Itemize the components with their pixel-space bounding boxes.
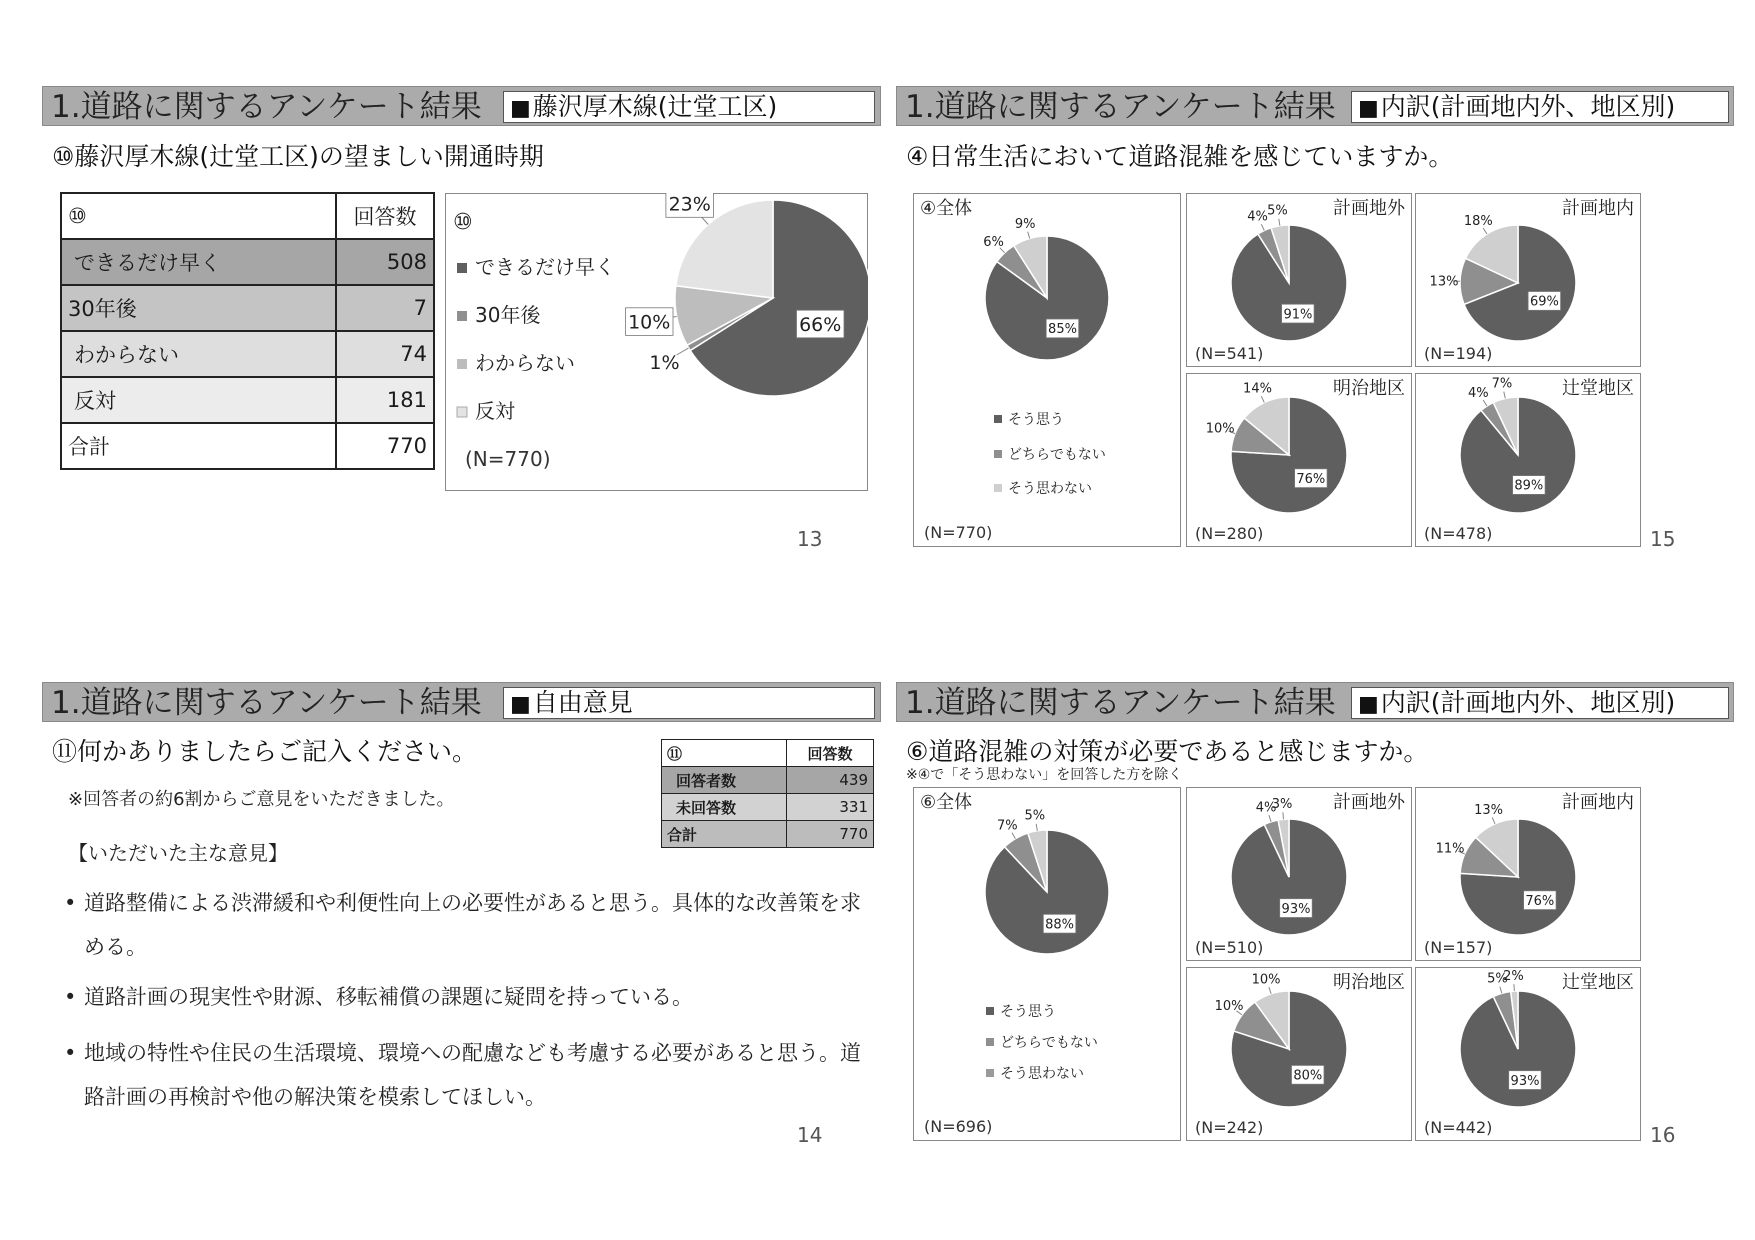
table-row: [61, 377, 434, 423]
bullet-dot: •: [64, 985, 77, 1009]
q4-out-chart-box: [1186, 193, 1412, 367]
chart-n: (N=194): [1424, 344, 1493, 363]
data-label: 2%: [1503, 968, 1524, 984]
table-cell-value: 181: [336, 377, 434, 423]
leader-line: [1279, 219, 1280, 226]
data-label: 5%: [1024, 808, 1046, 824]
leader-line: [1514, 984, 1515, 991]
page-number: 16: [1650, 1123, 1676, 1147]
chart-title: 計画地内: [1562, 792, 1634, 813]
slide13-header: [42, 86, 881, 126]
data-label: 93%: [1510, 1073, 1540, 1089]
slide15-subheading: 内訳(計画地内外、地区別): [1380, 92, 1676, 121]
data-label: 14%: [1243, 381, 1272, 397]
slide13-subheading-box: [503, 91, 875, 123]
data-label: 13%: [1474, 802, 1504, 818]
bullet-text: 道路整備による渋滞緩和や利便性向上の必要性があると思う。具体的な改善策を求める。: [84, 891, 861, 959]
bullet-text: 道路計画の現実性や財源、移転補償の課題に疑問を持っている。: [84, 985, 693, 1009]
q6-meiji-chart: [1187, 968, 1411, 1140]
q6-meiji-pie: [1215, 972, 1347, 1107]
chart-title: ⑥全体: [920, 792, 973, 813]
data-label: 10%: [628, 311, 671, 334]
leader-line: [1269, 987, 1271, 994]
data-label: 18%: [1463, 214, 1493, 230]
slide15-heading: 1.道路に関するアンケート結果: [905, 89, 1336, 125]
chart-title: 計画地内: [1562, 198, 1634, 219]
legend-label: そう思わない: [1000, 1066, 1084, 1082]
leader-line: [1504, 392, 1506, 399]
leader-line: [1492, 817, 1495, 824]
data-label: 66%: [799, 313, 842, 336]
q4-in-chart: [1416, 194, 1640, 366]
q4-out-chart: [1187, 194, 1411, 366]
table-header-cell: ⑩: [61, 193, 336, 239]
data-label: 10%: [1214, 999, 1244, 1015]
data-label: 5%: [1267, 203, 1288, 219]
legend-swatch: [457, 311, 467, 321]
table-cell-value: 74: [336, 331, 434, 377]
data-label: 9%: [1014, 216, 1036, 232]
data-label: 76%: [1296, 471, 1326, 487]
table-header-cell: ⑪: [662, 740, 787, 767]
chart-n: (N=770): [465, 447, 551, 471]
data-label: 7%: [996, 818, 1018, 834]
leader-line: [1261, 396, 1264, 402]
slide13-question: ⑩藤沢厚木線(辻堂工区)の望ましい開通時期: [52, 142, 544, 171]
data-label: 89%: [1514, 478, 1544, 494]
legend-label: そう思わない: [1008, 481, 1092, 497]
legend-swatch: [986, 1007, 994, 1015]
table-row: [662, 767, 874, 794]
q4-in-pie: [1430, 214, 1576, 341]
q6-tsuji-chart-box: [1415, 967, 1641, 1141]
opinions-title: 【いただいた主な意見】: [68, 841, 288, 865]
legend-swatch: [986, 1038, 994, 1046]
legend-label: そう思う: [1000, 1004, 1056, 1020]
q6-meiji-chart-box: [1186, 967, 1412, 1141]
table-cell-label: 回答者数: [662, 767, 787, 794]
data-label: 7%: [1491, 376, 1513, 392]
leader-line: [1012, 833, 1016, 839]
chart-n: (N=442): [1424, 1118, 1493, 1137]
table-row-total: [61, 423, 434, 469]
legend-label: できるだけ早く: [475, 255, 615, 279]
q10-pie-chart: [445, 193, 868, 491]
leader-line: [1261, 224, 1264, 230]
leader-line: [1500, 987, 1502, 994]
q4-all-pie: [983, 217, 1109, 360]
table-cell-label: 合計: [662, 821, 787, 848]
chart-title: 辻堂地区: [1562, 972, 1634, 993]
page-number: 14: [797, 1123, 823, 1147]
q6-tsuji-chart: [1416, 968, 1640, 1140]
q4-all-chart: [914, 194, 1180, 546]
table-cell-label: 30年後: [61, 285, 336, 331]
leader-line: [1028, 232, 1030, 239]
q6-all-pie: [985, 809, 1109, 954]
chart-n: (N=770): [924, 523, 993, 542]
chart-title: ④全体: [920, 198, 973, 219]
legend-swatch: [986, 1069, 994, 1077]
chart-title: 明治地区: [1333, 378, 1405, 399]
q4-meiji-chart-box: [1186, 373, 1412, 547]
chart-n: (N=510): [1195, 938, 1264, 957]
black-square-icon: ■: [510, 692, 531, 717]
leader-line: [1036, 824, 1037, 831]
table-cell-value: 7: [336, 285, 434, 331]
chart-title: 明治地区: [1333, 972, 1405, 993]
page-number: 13: [797, 527, 823, 551]
black-square-icon: ■: [1358, 692, 1379, 717]
leader-line: [1283, 812, 1284, 819]
legend-swatch: [994, 415, 1002, 423]
black-square-icon: ■: [1358, 96, 1379, 121]
data-label: 4%: [1247, 209, 1268, 225]
chart-n: (N=280): [1195, 524, 1264, 543]
data-label: 10%: [1205, 421, 1235, 437]
table-cell-label: 合計: [61, 423, 336, 469]
q4-legend: [994, 412, 1106, 497]
legend-label: そう思う: [1008, 412, 1064, 428]
table-header-row: [61, 193, 434, 239]
q4-all-chart-box: [913, 193, 1181, 547]
data-label: 5%: [1487, 971, 1508, 987]
legend-label: わからない: [475, 351, 575, 375]
slide13-heading: 1.道路に関するアンケート結果: [51, 89, 482, 125]
slide15-header: [896, 86, 1734, 126]
data-label: 4%: [1255, 800, 1277, 816]
legend-swatch: [457, 263, 467, 273]
opinion-bullet: [64, 1031, 864, 1119]
q4-tsuji-chart-box: [1415, 373, 1641, 547]
chart-n: (N=478): [1424, 524, 1493, 543]
q10-table: [60, 192, 435, 470]
table-cell-label: できるだけ早く: [61, 239, 336, 285]
q6-tsuji-pie: [1460, 969, 1576, 1107]
q6-in-chart: [1416, 788, 1640, 960]
table-row: [61, 285, 434, 331]
data-label: 69%: [1529, 294, 1559, 310]
slide16-question: ⑥道路混雑の対策が必要であると感じますか。: [906, 737, 1429, 766]
data-label: 85%: [1048, 322, 1077, 338]
data-label: 10%: [1251, 972, 1281, 988]
legend-label: どちらでもない: [1000, 1035, 1098, 1051]
chart-title: 計画地外: [1333, 792, 1405, 813]
table-cell-value: 439: [787, 767, 874, 794]
opinion-bullet: [64, 881, 864, 969]
data-label: 93%: [1281, 901, 1311, 917]
page-number: 15: [1650, 527, 1676, 551]
slide14-header: [42, 682, 881, 722]
legend-swatch: [457, 407, 467, 417]
table-row-total: [662, 821, 874, 848]
slide14-subheading: 自由意見: [532, 688, 633, 717]
slide16-subheading: 内訳(計画地内外、地区別): [1380, 688, 1676, 717]
q6-out-pie: [1231, 797, 1347, 935]
slide13-subheading: 藤沢厚木線(辻堂工区): [532, 92, 778, 121]
slide16-header: [896, 682, 1734, 722]
chart-marker: ⑩: [453, 210, 473, 235]
chart-title: 計画地外: [1333, 198, 1405, 219]
legend-swatch: [994, 484, 1002, 492]
table-row: [61, 331, 434, 377]
data-label: 3%: [1271, 797, 1293, 812]
q4-tsuji-pie: [1460, 377, 1576, 514]
data-label: 6%: [983, 234, 1004, 250]
slide16-heading: 1.道路に関するアンケート結果: [905, 685, 1336, 721]
black-square-icon: ■: [510, 96, 531, 121]
data-label: 80%: [1293, 1068, 1323, 1084]
q6-all-chart-box: [913, 787, 1181, 1141]
legend-label: 30年後: [475, 303, 541, 327]
q4-out-pie: [1231, 204, 1347, 341]
table-header-row: [662, 740, 874, 767]
data-label: 23%: [668, 193, 711, 216]
table-cell-value: 331: [787, 794, 874, 821]
legend-label: どちらでもない: [1008, 447, 1106, 463]
data-label: 76%: [1525, 893, 1555, 909]
data-label: 88%: [1045, 917, 1075, 933]
q6-in-chart-box: [1415, 787, 1641, 961]
table-header-cell: 回答数: [336, 193, 434, 239]
q6-all-chart: [914, 788, 1180, 1140]
slide14-note: ※回答者の約6割からご意見をいただきました。: [68, 789, 455, 810]
leader-line: [1269, 815, 1271, 822]
slide15-subheading-box: [1351, 91, 1729, 123]
chart-n: (N=696): [924, 1117, 993, 1136]
q4-tsuji-chart: [1416, 374, 1640, 546]
table-cell-label: 反対: [61, 377, 336, 423]
q6-legend: [986, 1004, 1098, 1082]
chart-title: 辻堂地区: [1562, 378, 1634, 399]
table-header-cell: 回答数: [787, 740, 874, 767]
slide16-subheading-box: [1351, 687, 1729, 719]
chart-n: (N=242): [1195, 1118, 1264, 1137]
q6-out-chart: [1187, 788, 1411, 960]
legend-label: 反対: [475, 399, 515, 423]
legend-swatch: [994, 450, 1002, 458]
data-label: 91%: [1283, 307, 1313, 323]
q6-in-pie: [1436, 803, 1576, 935]
data-label: 11%: [1435, 841, 1465, 857]
q11-table: [661, 739, 874, 848]
data-label: 4%: [1467, 386, 1489, 402]
data-label: 13%: [1429, 274, 1459, 290]
slide14-heading: 1.道路に関するアンケート結果: [51, 685, 482, 721]
table-row: [61, 239, 434, 285]
opinion-bullet: [64, 975, 864, 1019]
bullet-text: 地域の特性や住民の生活環境、環境への配慮なども考慮する必要があると思う。道路計画の再検討や他の解決策を模索してほしい。: [84, 1041, 861, 1109]
chart-n: (N=157): [1424, 938, 1493, 957]
data-label: 1%: [649, 352, 680, 374]
q4-meiji-pie: [1206, 382, 1347, 513]
slide14-subheading-box: [503, 687, 875, 719]
slide14-question: ⑪何かありましたらご記入ください。: [52, 737, 478, 766]
table-cell-value: 770: [336, 423, 434, 469]
slide15-question: ④日常生活において道路混雑を感じていますか。: [906, 142, 1454, 171]
table-row: [662, 794, 874, 821]
table-cell-value: 508: [336, 239, 434, 285]
table-cell-label: わからない: [61, 331, 336, 377]
bullet-dot: •: [64, 891, 77, 915]
table-cell-label: 未回答数: [662, 794, 787, 821]
q6-out-chart-box: [1186, 787, 1412, 961]
legend-swatch: [457, 359, 467, 369]
q4-in-chart-box: [1415, 193, 1641, 367]
bullet-dot: •: [64, 1041, 77, 1065]
table-cell-value: 770: [787, 821, 874, 848]
chart-n: (N=541): [1195, 344, 1264, 363]
q4-meiji-chart: [1187, 374, 1411, 546]
slide16-note: ※④で「そう思わない」を回答した方を除く: [906, 767, 1183, 783]
